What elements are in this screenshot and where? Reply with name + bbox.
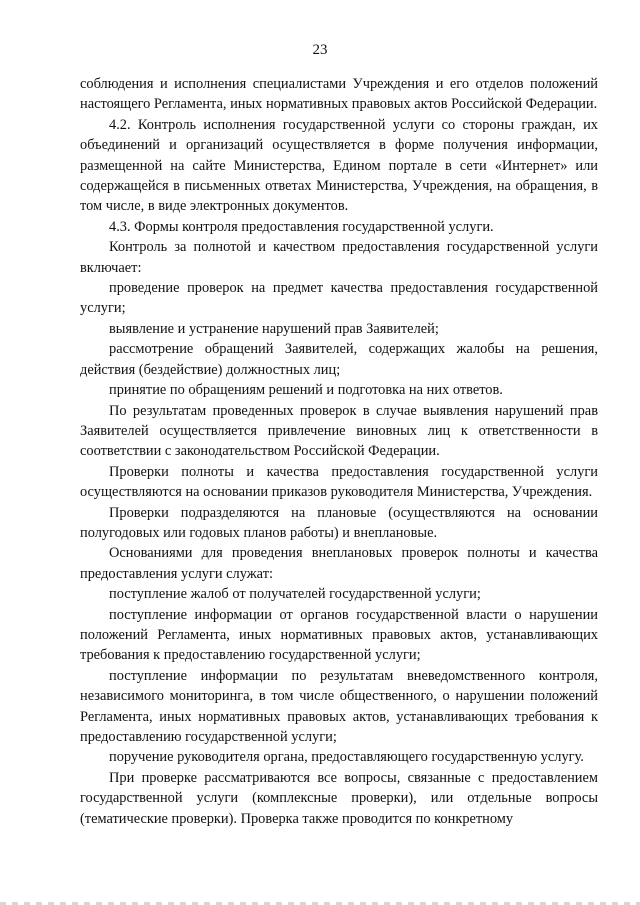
paragraph-15: поступление информации по результатам вневедомственного контроля, независимого мониторинга, в том числе общественного, о нарушении положений Регламента, иных нормативных правовых актов, устанавливающих требования к предоставлению государственной услуги; [80, 667, 598, 745]
paragraph-7: рассмотрение обращений Заявителей, содержащих жалобы на решения, действия (бездействие) должностных лиц; [80, 341, 598, 378]
paragraph-6: выявление и устранение нарушений прав Заявителей; [109, 320, 439, 337]
page-number: 23 [312, 42, 328, 58]
paragraph-12: Основаниями для проведения внеплановых проверок полноты и качества предоставления услуги служат: [80, 545, 598, 582]
paragraph-4: Контроль за полнотой и качеством предоставления государственной услуги включает: [80, 239, 598, 276]
paragraph-16: поручение руководителя органа, предоставляющего государственную услугу. [109, 749, 584, 766]
paragraph-3: 4.3. Формы контроля предоставления государственной услуги. [109, 218, 494, 235]
document-body [80, 74, 598, 829]
paragraph-14: поступление информации от органов государственной власти о нарушении положений Регламента, иных нормативных правовых актов, устанавливающих требования к предоставлению государственной услуги; [80, 606, 598, 664]
paragraph-1: соблюдения и исполнения специалистами Учреждения и его отделов положений настоящего Регламента, иных нормативных правовых актов Российской Федерации. [80, 76, 598, 113]
paragraph-2: 4.2. Контроль исполнения государственной услуги со стороны граждан, их объединений и организаций осуществляется в форме получения информации, размещенной на сайте Министерства, Едином портале в сети «Интернет» или содержащейся в письменных ответах Министерства, Учреждения, на обращения, в том числе, в виде электронных документов. [80, 116, 598, 215]
paragraph-13: поступление жалоб от получателей государственной услуги; [109, 586, 481, 603]
paragraph-9: По результатам проведенных проверок в случае выявления нарушений прав Заявителей осуществляется привлечение виновных лиц к ответственности в соответствии с законодательством Российской Федерации. [80, 402, 598, 460]
paragraph-10: Проверки полноты и качества предоставления государственной услуги осуществляются на основании приказов руководителя Министерства, Учреждения. [80, 463, 598, 501]
paragraph-11: Проверки подразделяются на плановые (осуществляются на основании полугодовых или годовых планов работы) и внеплановые. [80, 504, 598, 541]
paragraph-8: принятие по обращениям решений и подготовка на них ответов. [109, 382, 503, 399]
paragraph-17: При проверке рассматриваются все вопросы, связанные с предоставлением государственной услуги (комплексные проверки), или отдельные вопросы (тематические проверки). Проверка также проводится по конкретному [80, 769, 598, 827]
paragraph-5: проведение проверок на предмет качества предоставления государственной услуги; [80, 280, 598, 317]
